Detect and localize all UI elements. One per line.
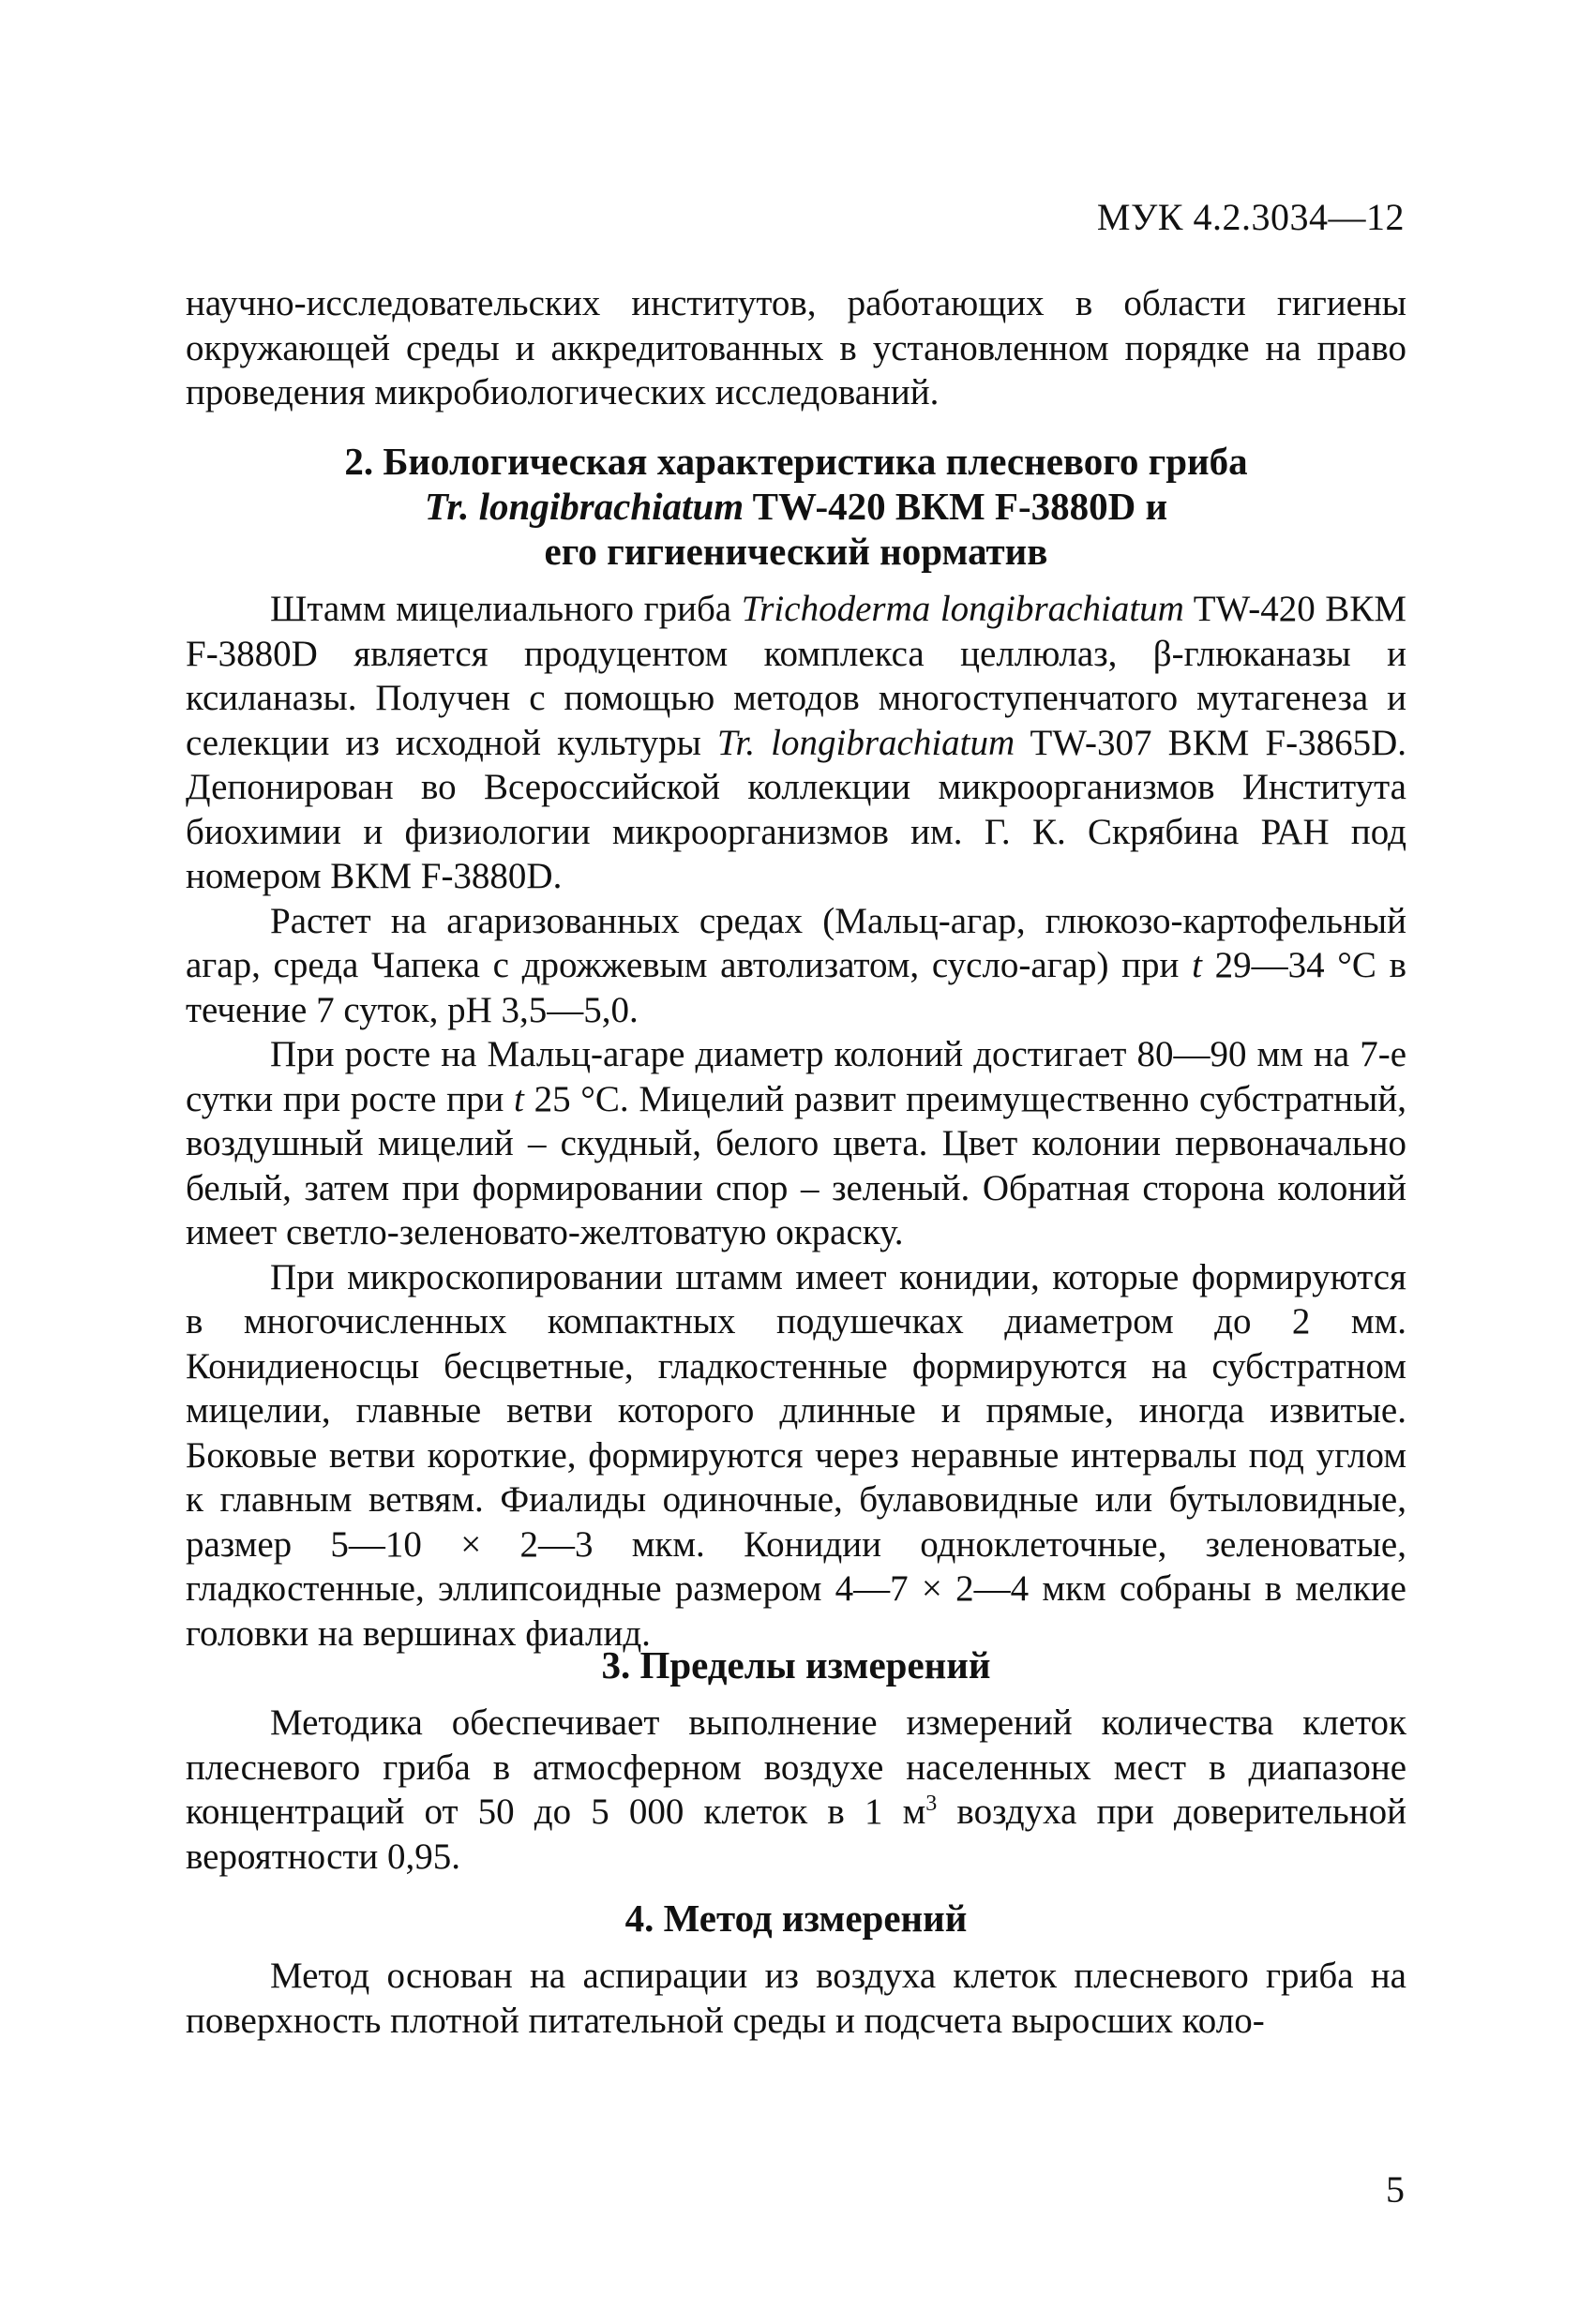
intro-text: научно-исследовательских институтов, работающих в области гигиены окружающей среды и аккредитованных в установленном порядке на право проведения микробиологических исследований.	[186, 283, 1406, 412]
section-2-heading-line-3: его гигиенический норматив	[544, 530, 1048, 573]
heading-species-name: Tr. longibrachiatum	[424, 485, 744, 528]
section-2-paragraph-4: При микроскопировании штамм имеет конидии, которые формируются в многочисленных компактных подушечках диаметром до 2 мм. Конидиеносцы бесцветные, гладкостенные формируются на субстратном мицелии, главные ветви которого длинные и прямые, иногда извитые. Боковые ветви короткие, формируются через неравные интервалы под углом к главным ветвям. Фиалиды одиночные, булавовидные или бутыловидные, размер 5—10 × 2—3 мкм. Конидии одноклеточные, зеленоватые, гладкостенные, эллипсоидные размером 4—7 × 2—4 мкм собраны в мелкие головки на вершинах фиалид.	[186, 1256, 1406, 1654]
section-4-paragraph-1: Метод основан на аспирации из воздуха клеток плесневого гриба на поверхность плотной питательной среды и подсчета выросших коло-	[186, 1956, 1406, 2041]
superscript: 3	[925, 1792, 938, 1816]
temperature-symbol: t	[514, 1078, 524, 1119]
section-3-title: 3. Пределы измерений	[601, 1643, 991, 1687]
section-3-heading	[186, 1642, 1406, 1687]
section-2-paragraph-3	[186, 1032, 1406, 1255]
text-run: Растет на агаризованных средах (Мальц-агар, глюкозо-картофельный агар, среда Чапека с дрожжевым автолизатом, сусло-агар) при	[186, 900, 1406, 985]
section-4-heading	[186, 1896, 1406, 1941]
text-run: 29—34 °С в течение 7 суток, рН 3,5—5,0.	[186, 945, 1406, 1030]
page-number: 5	[1386, 2168, 1405, 2211]
text-run: TW-307 ВКМ F-3865D. Депонирован во Всероссийской коллекции микроорганизмов Института биохимии и физиологии микроорганизмов им. Г. К. Скрябина РАН под номером ВКМ F-3880D.	[186, 722, 1407, 896]
section-2-heading-line-1: 2. Биологическая характеристика плесневого гриба	[344, 440, 1248, 483]
intro-paragraph	[186, 281, 1406, 415]
section-2-heading	[186, 439, 1406, 574]
species-name: Trichoderma longibrachiatum	[741, 589, 1184, 629]
text-run: TW-420 ВКМ F-3880D является продуцентом комплекса целлюлаз, β-глюканазы и ксиланазы. Получен с помощью методов многоступенчатого мутагенеза и селекции из исходной культуры	[186, 589, 1406, 763]
section-3-body	[186, 1701, 1406, 1879]
text-run: Штамм мицелиального гриба	[270, 589, 742, 629]
text-run: 25 °С. Мицелий развит преимущественно субстратный, воздушный мицелий – скудный, белого цвета. Цвет колонии первоначально белый, затем при формировании спор – зеленый. Обратная сторона колоний имеет светло-зеленовато-желтоватую окраску.	[186, 1078, 1407, 1252]
text-run: При росте на Мальц-агаре диаметр колоний достигает 80—90 мм на 7-е сутки при росте при	[186, 1034, 1406, 1119]
heading-strain: TW-420 ВКМ F-3880D и	[744, 485, 1168, 528]
section-4-body	[186, 1954, 1406, 2043]
text-run: воздуха при доверительной вероятности 0,95.	[186, 1792, 1406, 1877]
temperature-symbol: t	[1192, 945, 1202, 985]
section-2-paragraph-2	[186, 899, 1406, 1033]
document-code: МУК 4.2.3034—12	[1096, 196, 1405, 238]
section-4-title: 4. Метод измерений	[624, 1897, 968, 1940]
section-2-paragraph-1	[186, 587, 1406, 899]
section-2-body	[186, 587, 1406, 1656]
section-2-heading-line-2	[186, 484, 1406, 529]
text-run: Методика обеспечивает выполнение измерений количества клеток плесневого гриба в атмосферном воздухе населенных мест в диапазоне концентраций от 50 до 5 000 клеток в 1 м	[186, 1702, 1406, 1832]
section-3-paragraph-1	[186, 1701, 1406, 1879]
species-name: Tr. longibrachiatum	[716, 722, 1015, 763]
